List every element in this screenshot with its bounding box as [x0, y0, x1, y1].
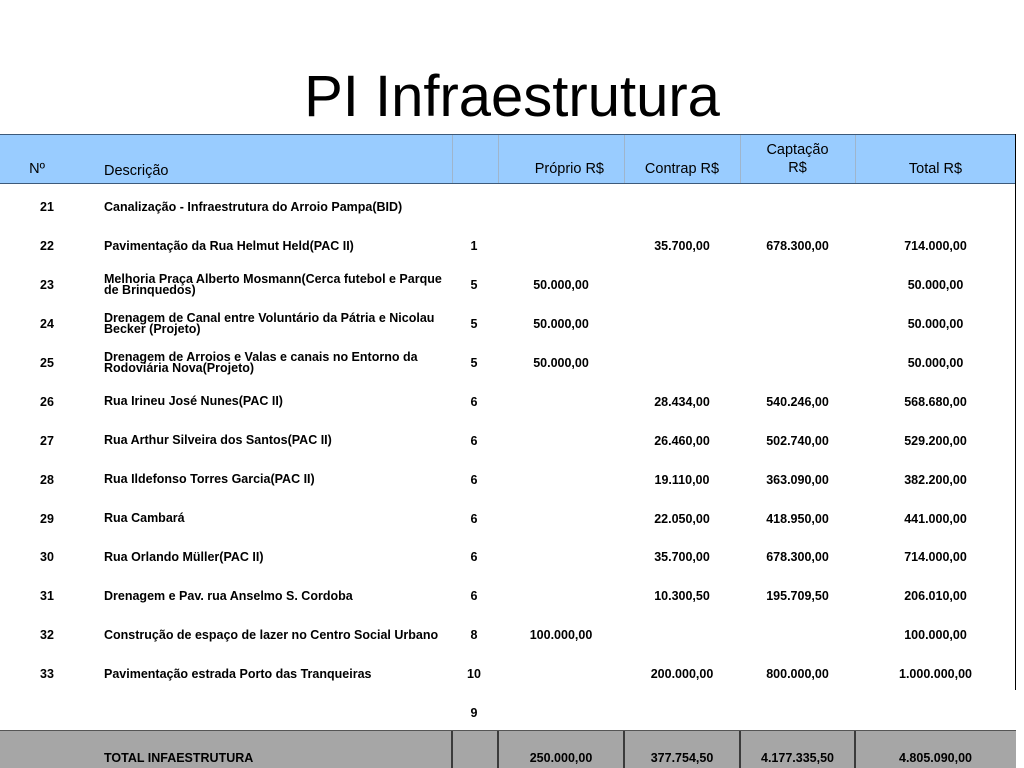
cell-desc: [104, 266, 454, 305]
cell-contrap: [624, 344, 740, 383]
cell-pi: 5: [470, 278, 478, 293]
cell-captacao: [740, 344, 855, 383]
cell-total: 206.010,00: [904, 589, 967, 604]
cell-desc-text: Rua Arthur Silveira dos Santos(PAC II): [104, 433, 332, 448]
cell-desc: [104, 227, 454, 266]
cell-desc-text: Canalização - Infraestrutura do Arroio Pampa(BID): [104, 199, 403, 214]
cell-desc-text: Drenagem de Canal entre Voluntário da Pátria e Nicolau Becker (Projeto): [104, 311, 435, 337]
cell-captacao: [740, 305, 855, 344]
cell-captacao: [740, 266, 855, 305]
total-total: 4.805.090,00: [899, 751, 972, 765]
cell-captacao: 418.950,00: [766, 511, 829, 526]
table-row: [0, 184, 1015, 223]
cell-captacao: 540.246,00: [766, 394, 829, 409]
cell-pi: 10: [467, 667, 481, 682]
cell-contrap: [624, 616, 740, 655]
cell-proprio: [498, 577, 624, 616]
cell-num: 31: [40, 589, 54, 604]
cell-pi: 8: [470, 628, 478, 643]
cell-pi: 6: [470, 511, 478, 526]
cell-captacao: 678.300,00: [766, 550, 829, 565]
header-contrap: Contrap R$: [644, 161, 720, 177]
header-captacao-line1: Captação: [766, 142, 829, 158]
table-row: [0, 378, 1015, 417]
cell-desc: [104, 460, 454, 499]
cell-captacao: 800.000,00: [766, 667, 829, 682]
table-row: [0, 573, 1015, 612]
cell-contrap: 200.000,00: [650, 667, 714, 682]
cell-num: 26: [40, 394, 54, 409]
cell-pi: 1: [470, 239, 478, 254]
cell-num: 21: [40, 200, 54, 215]
cell-desc-text: Rua Cambará: [104, 511, 185, 526]
header-captacao-line2: R$: [788, 160, 807, 176]
cell-proprio: [498, 227, 624, 266]
cell-desc: [104, 382, 454, 421]
cell-desc: [104, 344, 454, 383]
cell-contrap: 35.700,00: [654, 550, 710, 565]
cell-pi: 6: [470, 589, 478, 604]
cell-captacao: 363.090,00: [766, 472, 829, 487]
cell-contrap: 22.050,00: [654, 511, 710, 526]
cell-contrap: [624, 305, 740, 344]
cell-desc: [104, 421, 454, 460]
cell-total: 50.000,00: [907, 317, 964, 332]
cell-desc-text: Construção de espaço de lazer no Centro Social Urbano: [104, 627, 439, 642]
cell-total: [855, 188, 1016, 227]
cell-desc-text: Pavimentação estrada Porto das Tranqueiras: [104, 666, 372, 681]
cell-desc: [104, 538, 454, 577]
cell-proprio: [498, 460, 624, 499]
total-row: [0, 730, 1016, 768]
cell-contrap: 35.700,00: [654, 239, 710, 254]
cell-desc-text: Rua Orlando Müller(PAC II): [104, 549, 264, 564]
table-row: [0, 262, 1015, 301]
total-contrap: 377.754,50: [650, 751, 714, 765]
cell-desc-text: Rua Ildefonso Torres Garcia(PAC II): [104, 472, 315, 487]
cell-contrap: 28.434,00: [654, 394, 710, 409]
cell-num: 32: [40, 628, 54, 643]
cell-proprio: [498, 499, 624, 538]
cell-contrap: 10.300,50: [654, 589, 710, 604]
table-row: [0, 651, 1015, 690]
cell-pi: [452, 188, 496, 227]
header-total: Total R$: [908, 161, 963, 177]
cell-proprio: [498, 188, 624, 227]
cell-proprio: 50.000,00: [533, 317, 589, 332]
cell-desc: [104, 577, 454, 616]
cell-total: 50.000,00: [907, 278, 964, 293]
cell-pi: 6: [470, 433, 478, 448]
header-captacao: [740, 135, 855, 183]
cell-desc: [104, 499, 454, 538]
cell-desc-text: Pavimentação da Rua Helmut Held(PAC II): [104, 238, 354, 253]
cell-total: 529.200,00: [904, 433, 967, 448]
cell-captacao: 195.709,50: [766, 589, 829, 604]
table-row: [0, 223, 1015, 262]
cell-total: 714.000,00: [904, 550, 967, 565]
extra-pi-value: 9: [470, 706, 478, 720]
table-header: [0, 134, 1015, 184]
cell-captacao: 678.300,00: [766, 239, 829, 254]
cell-pi: 6: [470, 394, 478, 409]
cell-desc: [104, 616, 454, 655]
cell-num: 23: [40, 278, 54, 293]
table-row: [0, 612, 1015, 651]
cell-proprio: [498, 382, 624, 421]
header-desc: Descrição: [104, 163, 169, 179]
header-proprio: Próprio R$: [534, 161, 604, 177]
cell-num: 25: [40, 356, 54, 370]
table-row: [0, 417, 1015, 456]
cell-total: 100.000,00: [904, 628, 967, 643]
table-row: [0, 456, 1015, 495]
cell-contrap: 26.460,00: [654, 433, 710, 448]
cell-captacao: [740, 188, 855, 227]
cell-total: 50.000,00: [907, 356, 964, 370]
cell-desc-text: Rua Irineu José Nunes(PAC II): [104, 394, 283, 409]
table-body: [0, 184, 1015, 690]
cell-contrap: [624, 266, 740, 305]
cell-desc: [104, 305, 454, 344]
cell-captacao: 502.740,00: [766, 433, 829, 448]
cell-num: 22: [40, 239, 54, 254]
cell-desc: [104, 188, 454, 227]
cell-desc-text: Melhoria Praça Alberto Mosmann(Cerca futebol e Parque de Brinquedos): [104, 272, 442, 298]
cell-contrap: [624, 188, 740, 227]
cell-contrap: 19.110,00: [654, 472, 710, 487]
total-divider: [451, 731, 453, 768]
cell-pi: 5: [470, 317, 478, 332]
cell-desc-text: Drenagem e Pav. rua Anselmo S. Cordoba: [104, 588, 353, 603]
table-row: [0, 340, 1015, 379]
cell-num: 24: [40, 317, 54, 332]
cell-total: 441.000,00: [904, 511, 967, 526]
page-title: PI Infraestrutura: [304, 64, 720, 129]
cell-num: 33: [40, 667, 54, 682]
cell-proprio: 100.000,00: [529, 628, 593, 643]
cell-total: 1.000.000,00: [899, 667, 972, 682]
cell-num: 30: [40, 550, 54, 565]
header-divider: [452, 135, 453, 183]
cell-desc: [104, 655, 454, 694]
cell-proprio: [498, 655, 624, 694]
header-num: Nº: [29, 161, 45, 177]
cell-desc-text: Drenagem de Arroios e Valas e canais no Entorno da Rodoviária Nova(Projeto): [104, 350, 418, 375]
cell-proprio: 50.000,00: [533, 278, 589, 293]
cell-pi: 5: [470, 356, 478, 370]
table-row: [0, 301, 1015, 340]
table-row: [0, 495, 1015, 534]
cell-num: 28: [40, 472, 54, 487]
cell-total: 568.680,00: [904, 394, 967, 409]
cell-proprio: 50.000,00: [533, 356, 589, 370]
infrastructure-table: [0, 134, 1016, 690]
table-row: [0, 534, 1015, 573]
total-captacao: 4.177.335,50: [761, 751, 834, 765]
cell-num: 27: [40, 433, 54, 448]
total-label: TOTAL INFAESTRUTURA: [104, 751, 254, 765]
cell-total: 714.000,00: [904, 239, 967, 254]
cell-captacao: [740, 616, 855, 655]
cell-proprio: [498, 421, 624, 460]
cell-total: 382.200,00: [904, 472, 967, 487]
cell-num: 29: [40, 511, 54, 526]
cell-pi: 6: [470, 550, 478, 565]
cell-proprio: [498, 538, 624, 577]
cell-pi: 6: [470, 472, 478, 487]
total-proprio: 250.000,00: [529, 751, 593, 765]
